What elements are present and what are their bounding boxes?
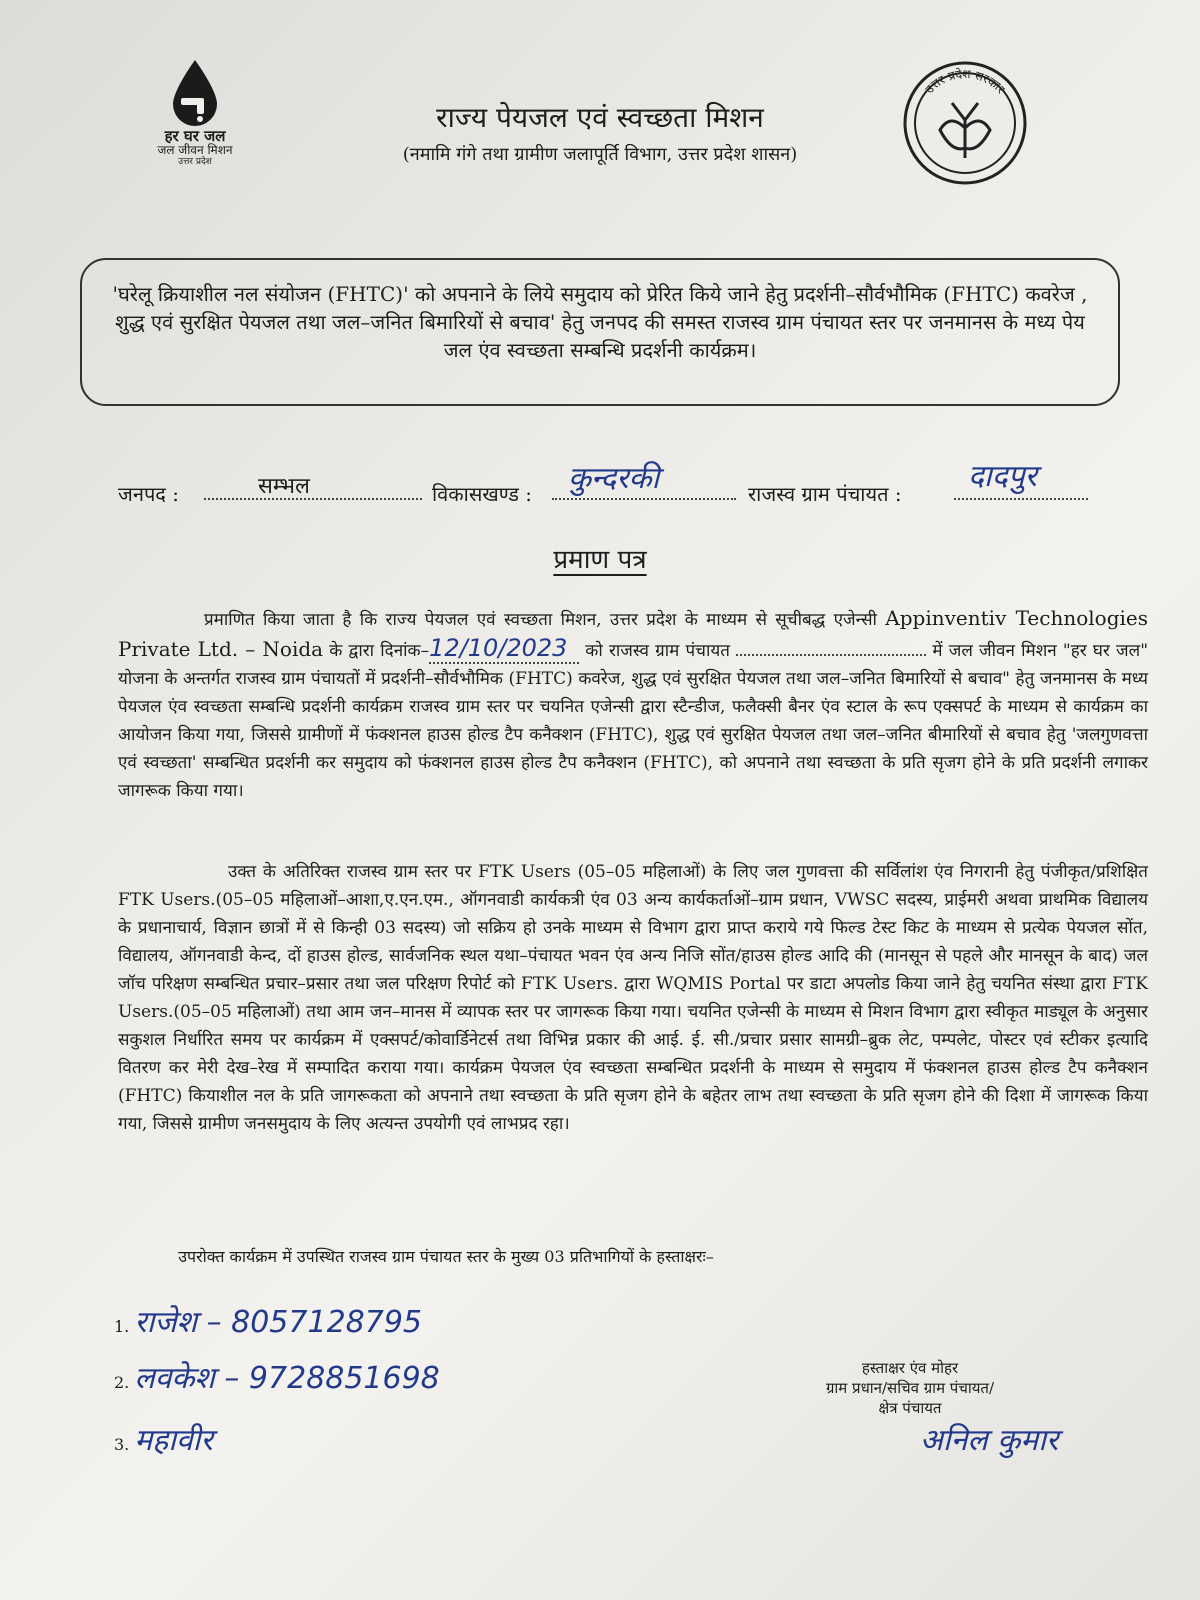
pradhan-signature: अनिल कुमार — [920, 1423, 1059, 1458]
logo-line-3: उत्तर प्रदेश — [178, 157, 212, 167]
stamp-line-1: हस्ताक्षर एंव मोहर — [861, 1359, 959, 1377]
signature-value: लवकेश – 9728851698 — [134, 1361, 440, 1396]
participant-signature-3 — [114, 1418, 213, 1459]
location-line — [118, 459, 1128, 510]
svg-text:उत्तर प्रदेश सरकार: उत्तर प्रदेश सरकार — [922, 66, 1008, 97]
certificate-title — [0, 540, 1200, 576]
gram-panchayat-dots — [954, 498, 1088, 500]
signature-number: 1. — [114, 1317, 130, 1336]
signature-number: 2. — [114, 1373, 130, 1392]
vikaskhand-value: कुन्दरकी — [568, 461, 660, 496]
vikaskhand-label: विकासखण्ड : — [432, 482, 533, 506]
program-description-box — [80, 258, 1120, 406]
page-subtitle: (नमामि गंगे तथा ग्रामीण जलापूर्ति विभाग, उत्तर प्रदेश शासन) — [402, 144, 798, 165]
logo-line-1: हर घर जल — [164, 127, 226, 145]
program-description-text: 'घरेलू क्रियाशील नल संयोजन (FHTC)' को अपनाने के लिये समुदाय को प्रेरित किये जाने हेतु प्रदर्शनी–सौर्वभौमिक (FHTC) कवरेज , शुद्ध एवं सुरक्षित पेयजल तथा जल–जनित बिमारियों से बचाव' हेतु जनपद की समस्त राजस्व ग्राम पंचायत स्तर पर जनमानस के मध्य पेय जल एंव स्वच्छता सम्बन्धि प्रदर्शनी कार्यक्रम। — [112, 282, 1088, 362]
signatures-heading: उपरोक्त कार्यक्रम में उपस्थित राजस्व ग्राम पंचायत स्तर के मुख्य 03 प्रतिभागियों के हस्ताक्षरः– — [178, 1247, 714, 1266]
participant-signature-2 — [114, 1356, 440, 1397]
logo-line-2: जल जीवन मिशन — [157, 143, 233, 157]
program-date: 12/10/2023 — [429, 634, 579, 664]
gram-panchayat-blank — [736, 654, 926, 656]
janpad-label: जनपद : — [118, 482, 180, 506]
p1-part3: को राजस्व ग्राम पंचायत — [585, 641, 730, 661]
signature-number: 3. — [114, 1435, 130, 1454]
participant-signature-1 — [114, 1300, 422, 1341]
up-government-seal — [900, 58, 1030, 188]
certificate-paragraph-1 — [118, 604, 1148, 805]
state-emblem-icon — [900, 58, 1030, 188]
gram-panchayat-value: दादपुर — [968, 459, 1037, 494]
signature-value: महावीर — [134, 1423, 213, 1458]
stamp-block — [760, 1358, 1060, 1418]
p1-part2: के द्वारा दिनांक– — [329, 641, 430, 661]
janpad-value: सम्भल — [258, 474, 310, 499]
signature-value: राजेश – 8057128795 — [134, 1305, 423, 1340]
agency-name: Appinventiv Technologies Private Ltd. – Noida — [118, 606, 1149, 661]
certificate-title-text: प्रमाण पत्र — [553, 545, 647, 575]
gram-panchayat-label: राजस्व ग्राम पंचायत : — [748, 482, 902, 506]
p1-part1: प्रमाणित किया जाता है कि राज्य पेयजल एवं स्वच्छता मिशन, उत्तर प्रदेश के माध्यम से सूचीबद्ध एजेन्सी — [204, 610, 877, 630]
stamp-line-2: ग्राम प्रधान/सचिव ग्राम पंचायत/ — [825, 1379, 995, 1397]
vikaskhand-dots — [552, 498, 736, 500]
certificate-paragraph-2 — [118, 858, 1148, 1138]
page-title: राज्य पेयजल एवं स्वच्छता मिशन — [436, 101, 764, 134]
stamp-line-3: क्षेत्र पंचायत — [878, 1399, 942, 1417]
p1-part4: में जल जीवन मिशन "हर घर जल" योजना के अन्तर्गत राजस्व ग्राम पंचायतों में प्रदर्शनी–सौर्वभौमिक (FHTC) कवरेज, शुद्ध एवं सुरक्षित पेयजल तथा जल–जनित बिमारियों से बचाव" हेतु जनमानस के मध्य पेयजल एंव स्वच्छता सम्बन्धि प्रदर्शनी कार्यक्रम राजस्व ग्राम स्तर पर चयनित एजेन्सी द्वारा स्टैन्डीज, फलैक्सी बैनर एंव स्टाल के रूप एक्सपर्ट के माध्यम से कार्यक्रम का आयोजन किया गया, जिससे ग्रामीणों में फंक्शनल हाउस होल्ड टैप कनैक्शन (FHTC), शुद्ध एवं सुरक्षित पेयजल तथा जल–जनित बीमारियों से बचाव हेतु 'जलगुणवत्ता एवं स्वच्छता' सम्बन्धित प्रदर्शनी कर समुदाय को फंक्शनल हाउस होल्ड टैप कनैक्शन (FHTC), को अपनाने तथा स्वच्छता के प्रति सृजग होने के प्रति प्रदर्शनी लगाकर जागरूक किया गया। — [118, 641, 1149, 801]
p2-text: उक्त के अतिरिक्त राजस्व ग्राम स्तर पर FTK Users (05–05 महिलाओं) के लिए जल गुणवत्ता की सर्विलांश एंव निगरानी हेतु पंजीकृत/प्रशिक्षित FTK Users.(05–05 महिलाओं–आशा,ए.एन.एम., ऑगनवाडी कार्यकत्री एंव 03 अन्य कार्यकर्ताओं–ग्राम प्रधान, VWSC सदस्य, प्राईमरी अथवा प्राथमिक विद्यालय के प्रधानाचार्य, विज्ञान छात्रों में से किन्ही 03 सदस्य) जो सक्रिय हो उनके माध्यम से विभाग द्वारा प्राप्त कराये गये फिल्ड टेस्ट किट के माध्यम से प्रत्येक पेयजल सोंत, विद्यालय, ऑगनवाडी केन्द, दों हाउस होल्ड, सार्वजनिक स्थल यथा–पंचायत भवन एंव अन्य निजि सोंत/हाउस होल्ड आदि की (मानसून से पहले और मानसून के बाद) जल जॉच परिक्षण सम्बन्धित प्रचार–प्रसार तथा जल परिक्षण रिपोर्ट को FTK Users. द्वारा WQMIS Portal पर डाटा अपलोड किया जाने हेतु चयनित संस्था द्वारा FTK Users.(05–05 महिलाओं) तथा आम जन–मानस में व्यापक स्तर पर जागरूक किया गया। चयनित एजेन्सी के माध्यम से मिशन विभाग द्वारा स्वीकृत माड्यूल के अनुसार सकुशल निर्धारित समय पर कार्यक्रम में एक्सपर्ट/कोवार्डिनेटर्स तथा विभिन्न प्रकार की आई. ई. सी./प्रचार प्रसार सामग्री–ब्रुक लेट, पम्पलेट, पोस्टर एवं स्टीकर इत्यादि वितरण कर मेरी देख–रेख में सम्पादित कराया गया। कार्यक्रम पेयजल एंव स्वच्छता सम्बन्धित प्रदर्शनी के माध्यम से समुदाय में फंक्शनल हाउस होल्ड टैप कनैक्शन (FHTC) कियाशील नल के प्रति जागरूकता को अपनाने तथा स्वच्छता के प्रति सृजग होने के बहेतर लाभ तथा स्वच्छता के प्रति सृजग होने की दिशा में जागरूक किया गया, जिससे ग्रामीण जनसमुदाय के लिए अत्यन्त उपयोगी एवं लाभप्रद रहा। — [118, 862, 1148, 1134]
janpad-dots — [204, 498, 422, 500]
